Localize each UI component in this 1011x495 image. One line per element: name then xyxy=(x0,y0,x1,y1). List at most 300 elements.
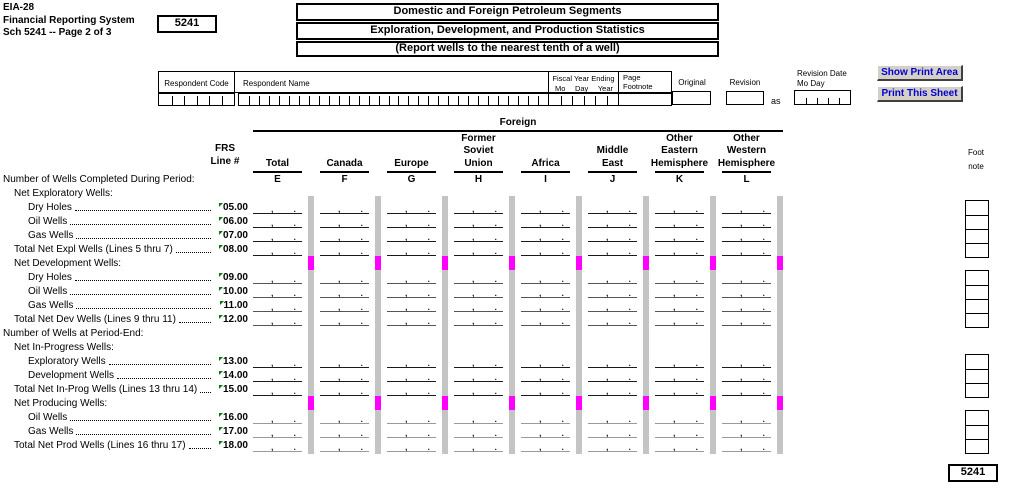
data-cell[interactable] xyxy=(253,270,302,284)
data-cell[interactable] xyxy=(454,368,503,382)
data-cell[interactable] xyxy=(588,438,637,452)
column-separator-bar xyxy=(509,196,515,454)
row-label-item xyxy=(1,298,250,312)
comma-mark: , xyxy=(472,317,475,326)
data-cell[interactable] xyxy=(521,410,570,424)
footnote-header-line2: note xyxy=(968,162,984,171)
decimal-mark: . xyxy=(628,359,631,368)
data-cell[interactable] xyxy=(253,424,302,438)
char-cell-tick xyxy=(806,98,807,104)
comma-mark: , xyxy=(271,443,274,452)
row-label-item xyxy=(1,284,250,298)
revision-checkbox[interactable] xyxy=(726,91,764,105)
frs-line-number-text: 18.00 xyxy=(222,440,248,451)
comma-mark: , xyxy=(405,373,408,382)
data-cell[interactable] xyxy=(454,270,503,284)
decimal-mark: . xyxy=(695,429,698,438)
data-cell[interactable] xyxy=(454,242,503,256)
data-cell[interactable] xyxy=(722,270,771,284)
data-cell[interactable] xyxy=(655,382,704,396)
data-cell[interactable] xyxy=(454,214,503,228)
decimal-mark: . xyxy=(762,205,765,214)
row-label-item xyxy=(1,368,250,382)
data-cell[interactable] xyxy=(387,382,436,396)
data-cell[interactable] xyxy=(387,228,436,242)
comma-mark: , xyxy=(740,233,743,242)
data-cell[interactable] xyxy=(454,284,503,298)
data-cell[interactable] xyxy=(588,424,637,438)
comma-mark: , xyxy=(740,205,743,214)
data-cell[interactable] xyxy=(521,242,570,256)
comma-mark: , xyxy=(539,373,542,382)
data-cell[interactable] xyxy=(722,214,771,228)
data-cell[interactable] xyxy=(655,284,704,298)
data-cell[interactable] xyxy=(387,368,436,382)
footnote-cell[interactable] xyxy=(966,201,988,215)
comma-mark: , xyxy=(673,205,676,214)
data-cell[interactable] xyxy=(588,312,637,326)
comma-mark: , xyxy=(338,387,341,396)
decimal-mark: . xyxy=(494,303,497,312)
footnote-cell[interactable] xyxy=(966,425,988,439)
data-cell[interactable] xyxy=(722,424,771,438)
decimal-mark: . xyxy=(561,387,564,396)
decimal-mark: . xyxy=(561,303,564,312)
data-cell[interactable] xyxy=(387,270,436,284)
column-separator-bar xyxy=(710,196,716,454)
page-footnote-input[interactable] xyxy=(618,93,672,106)
data-cell[interactable] xyxy=(320,368,369,382)
row-label-text: Net In-Progress Wells: xyxy=(14,342,114,353)
column-header xyxy=(445,118,512,170)
comma-mark: , xyxy=(740,387,743,396)
data-cell[interactable] xyxy=(722,354,771,368)
revision-date-input[interactable] xyxy=(794,90,851,105)
dotted-leader xyxy=(76,238,211,239)
data-cell[interactable] xyxy=(387,200,436,214)
char-cell-tick xyxy=(172,96,173,105)
char-cell-tick xyxy=(584,96,585,105)
char-cell-tick xyxy=(319,96,320,105)
original-checkbox[interactable] xyxy=(672,91,711,105)
data-cell[interactable] xyxy=(588,354,637,368)
comma-mark: , xyxy=(472,219,475,228)
comma-mark: , xyxy=(405,429,408,438)
data-cell[interactable] xyxy=(253,438,302,452)
data-cell[interactable] xyxy=(253,298,302,312)
char-cell-tick xyxy=(408,96,409,105)
data-cell[interactable] xyxy=(588,242,637,256)
data-cell[interactable] xyxy=(521,368,570,382)
row-label-section xyxy=(1,326,250,340)
comma-mark: , xyxy=(673,415,676,424)
data-cell[interactable] xyxy=(655,312,704,326)
frs-line-number xyxy=(214,440,248,452)
data-cell[interactable] xyxy=(454,410,503,424)
respondent-code-input[interactable] xyxy=(158,93,235,106)
comma-mark: , xyxy=(740,317,743,326)
footnote-cell[interactable] xyxy=(966,229,988,243)
frs-line-number-text: 16.00 xyxy=(222,412,248,423)
comma-mark: , xyxy=(472,247,475,256)
show-print-area-button[interactable]: Show Print Area xyxy=(877,65,963,81)
comma-mark: , xyxy=(271,303,274,312)
data-cell[interactable] xyxy=(722,284,771,298)
data-cell[interactable] xyxy=(655,242,704,256)
comma-mark: , xyxy=(405,317,408,326)
data-cell[interactable] xyxy=(722,438,771,452)
decimal-mark: . xyxy=(293,233,296,242)
data-cell[interactable] xyxy=(320,228,369,242)
page-footnote-label-line1: Page xyxy=(623,73,641,82)
data-cell[interactable] xyxy=(521,298,570,312)
data-cell[interactable] xyxy=(521,214,570,228)
data-cell[interactable] xyxy=(454,424,503,438)
data-cell[interactable] xyxy=(387,354,436,368)
data-cell[interactable] xyxy=(253,312,302,326)
data-cell[interactable] xyxy=(588,214,637,228)
data-cell[interactable] xyxy=(320,410,369,424)
column-separator-bar xyxy=(576,196,582,454)
footnote-box xyxy=(965,270,989,328)
comma-mark: , xyxy=(405,387,408,396)
data-cell[interactable] xyxy=(588,284,637,298)
data-cell[interactable] xyxy=(454,312,503,326)
comma-mark: , xyxy=(338,317,341,326)
print-this-sheet-button[interactable]: Print This Sheet xyxy=(877,86,963,102)
footnote-cell[interactable] xyxy=(966,313,988,327)
row-label-sub xyxy=(1,186,250,200)
comma-mark: , xyxy=(405,303,408,312)
data-cell[interactable] xyxy=(387,298,436,312)
data-cell[interactable] xyxy=(655,298,704,312)
data-cell[interactable] xyxy=(588,270,637,284)
data-cell[interactable] xyxy=(253,200,302,214)
data-cell[interactable] xyxy=(655,228,704,242)
column-separator-bar xyxy=(643,196,649,454)
data-cell[interactable] xyxy=(588,382,637,396)
data-cell[interactable] xyxy=(320,242,369,256)
data-cell[interactable] xyxy=(655,368,704,382)
data-cell[interactable] xyxy=(521,284,570,298)
decimal-mark: . xyxy=(561,415,564,424)
column-header xyxy=(244,118,311,170)
char-cell-tick xyxy=(468,96,469,105)
data-cell[interactable] xyxy=(655,200,704,214)
char-cell-tick xyxy=(508,96,509,105)
data-cell[interactable] xyxy=(320,312,369,326)
column-separator-bar xyxy=(777,196,783,454)
data-cell[interactable] xyxy=(521,424,570,438)
revision-date-label xyxy=(797,69,847,88)
data-cell[interactable] xyxy=(387,410,436,424)
data-cell[interactable] xyxy=(320,438,369,452)
data-cell[interactable] xyxy=(655,438,704,452)
comma-mark: , xyxy=(472,205,475,214)
data-cell[interactable] xyxy=(454,354,503,368)
comma-mark: , xyxy=(740,247,743,256)
comma-mark: , xyxy=(539,415,542,424)
char-cell-tick xyxy=(369,96,370,105)
data-cell[interactable] xyxy=(722,200,771,214)
footnote-cell[interactable] xyxy=(966,411,988,425)
column-header-line: Union xyxy=(464,157,493,169)
data-cell[interactable] xyxy=(387,424,436,438)
footnote-cell[interactable] xyxy=(966,369,988,383)
data-cell[interactable] xyxy=(722,312,771,326)
respondent-name-label: Respondent Name xyxy=(234,71,549,93)
comma-mark: , xyxy=(539,247,542,256)
data-cell[interactable] xyxy=(320,424,369,438)
frs-line-number xyxy=(214,356,248,368)
footnote-cell[interactable] xyxy=(966,285,988,299)
frs-line-number-text: 10.00 xyxy=(222,286,248,297)
data-cell[interactable] xyxy=(588,410,637,424)
footnote-cell[interactable] xyxy=(966,271,988,285)
frs-line-number xyxy=(214,272,248,284)
comma-mark: , xyxy=(673,317,676,326)
data-cell[interactable] xyxy=(521,354,570,368)
data-cell[interactable] xyxy=(454,298,503,312)
data-cell[interactable] xyxy=(521,228,570,242)
respondent-name-input[interactable] xyxy=(238,93,549,106)
column-letter: L xyxy=(743,174,750,185)
comma-mark: , xyxy=(472,387,475,396)
decimal-mark: . xyxy=(360,387,363,396)
frs-line-number xyxy=(214,412,248,424)
data-cell[interactable] xyxy=(588,228,637,242)
data-cell[interactable] xyxy=(722,368,771,382)
row-label-item xyxy=(1,424,250,438)
row-label-item xyxy=(1,228,250,242)
data-cell[interactable] xyxy=(722,298,771,312)
comma-mark: , xyxy=(673,429,676,438)
frs-line-header xyxy=(202,142,248,168)
data-cell[interactable] xyxy=(320,270,369,284)
comma-mark: , xyxy=(539,387,542,396)
data-cell[interactable] xyxy=(387,312,436,326)
revision-date-label-line1: Revision Date xyxy=(797,69,847,78)
column-header-line: Europe xyxy=(394,157,429,169)
data-cell[interactable] xyxy=(454,200,503,214)
data-cell[interactable] xyxy=(387,242,436,256)
column-header-line: Africa xyxy=(531,157,560,169)
data-cell[interactable] xyxy=(722,382,771,396)
data-cell[interactable] xyxy=(253,228,302,242)
data-cell[interactable] xyxy=(655,354,704,368)
decimal-mark: . xyxy=(628,303,631,312)
char-cell-tick xyxy=(418,96,419,105)
highlight-segment xyxy=(308,396,314,410)
comma-mark: , xyxy=(673,247,676,256)
row-label-text: Exploratory Wells xyxy=(28,356,106,367)
data-cell[interactable] xyxy=(320,214,369,228)
dotted-leader xyxy=(70,294,211,295)
decimal-mark: . xyxy=(628,205,631,214)
frs-line-header-line1: FRS xyxy=(215,143,235,154)
dotted-leader xyxy=(189,448,211,449)
char-cell-tick xyxy=(309,96,310,105)
data-cell[interactable] xyxy=(387,438,436,452)
dotted-leader xyxy=(75,210,211,211)
data-cell[interactable] xyxy=(320,284,369,298)
highlight-segment xyxy=(509,396,515,410)
respondent-code-label: Respondent Code xyxy=(158,71,235,93)
original-label: Original xyxy=(678,78,706,87)
comma-mark: , xyxy=(472,373,475,382)
highlight-segment xyxy=(375,396,381,410)
frs-line-number-text: 15.00 xyxy=(222,384,248,395)
data-cell[interactable] xyxy=(253,410,302,424)
data-cell[interactable] xyxy=(320,382,369,396)
data-cell[interactable] xyxy=(253,382,302,396)
data-cell[interactable] xyxy=(253,368,302,382)
frs-line-number-text: 07.00 xyxy=(222,230,248,241)
column-header xyxy=(378,118,445,170)
decimal-mark: . xyxy=(762,303,765,312)
comma-mark: , xyxy=(338,247,341,256)
decimal-mark: . xyxy=(293,303,296,312)
decimal-mark: . xyxy=(628,289,631,298)
comma-mark: , xyxy=(271,219,274,228)
frs-line-number-text: 09.00 xyxy=(222,272,248,283)
column-separator-bar xyxy=(442,196,448,454)
decimal-mark: . xyxy=(762,233,765,242)
data-cell[interactable] xyxy=(320,354,369,368)
fiscal-year-ending-input[interactable] xyxy=(548,93,619,106)
column-underline xyxy=(521,171,570,173)
fiscal-year-ending-label xyxy=(548,71,619,93)
comma-mark: , xyxy=(606,387,609,396)
data-cell[interactable] xyxy=(655,410,704,424)
data-cell[interactable] xyxy=(454,438,503,452)
comma-mark: , xyxy=(740,289,743,298)
data-cell[interactable] xyxy=(655,214,704,228)
comma-mark: , xyxy=(405,359,408,368)
comma-mark: , xyxy=(271,205,274,214)
comma-mark: , xyxy=(606,443,609,452)
decimal-mark: . xyxy=(360,303,363,312)
data-cell[interactable] xyxy=(722,242,771,256)
char-cell-tick xyxy=(498,96,499,105)
footnote-cell[interactable] xyxy=(966,299,988,313)
decimal-mark: . xyxy=(628,387,631,396)
column-letter: H xyxy=(474,174,483,185)
data-cell[interactable] xyxy=(253,354,302,368)
revision-label: Revision xyxy=(729,78,761,87)
comma-mark: , xyxy=(740,429,743,438)
char-cell-tick xyxy=(488,96,489,105)
data-cell[interactable] xyxy=(253,284,302,298)
column-header-line: Total xyxy=(265,157,290,169)
data-cell[interactable] xyxy=(320,200,369,214)
decimal-mark: . xyxy=(561,233,564,242)
footnote-cell[interactable] xyxy=(966,243,988,257)
decimal-mark: . xyxy=(427,233,430,242)
data-cell[interactable] xyxy=(387,284,436,298)
row-label-text: Net Exploratory Wells: xyxy=(14,188,113,199)
data-cell[interactable] xyxy=(722,228,771,242)
data-cell[interactable] xyxy=(454,228,503,242)
comma-mark: , xyxy=(606,275,609,284)
char-cell-tick xyxy=(279,96,280,105)
decimal-mark: . xyxy=(561,289,564,298)
comma-mark: , xyxy=(539,303,542,312)
char-cell-tick xyxy=(817,98,818,104)
data-cell[interactable] xyxy=(521,438,570,452)
comma-mark: , xyxy=(539,317,542,326)
data-cell[interactable] xyxy=(387,214,436,228)
decimal-mark: . xyxy=(427,289,430,298)
row-label-item xyxy=(1,214,250,228)
footnote-cell[interactable] xyxy=(966,439,988,453)
char-cell-tick xyxy=(269,96,270,105)
page-footnote-label-line2: Footnote xyxy=(623,81,653,91)
footnote-cell[interactable] xyxy=(966,215,988,229)
data-cell[interactable] xyxy=(655,270,704,284)
data-cell[interactable] xyxy=(722,410,771,424)
char-cell-tick xyxy=(398,96,399,105)
decimal-mark: . xyxy=(360,317,363,326)
data-cell[interactable] xyxy=(521,312,570,326)
data-cell[interactable] xyxy=(588,200,637,214)
data-cell[interactable] xyxy=(588,368,637,382)
decimal-mark: . xyxy=(695,317,698,326)
decimal-mark: . xyxy=(561,429,564,438)
column-underline xyxy=(722,171,771,173)
data-cell[interactable] xyxy=(588,298,637,312)
column-letter: E xyxy=(274,174,281,185)
comma-mark: , xyxy=(338,233,341,242)
comma-mark: , xyxy=(405,443,408,452)
data-cell[interactable] xyxy=(454,382,503,396)
row-label-text: Dry Holes xyxy=(28,272,72,283)
highlight-segment xyxy=(710,396,716,410)
page-footnote-label xyxy=(618,71,672,93)
data-cell[interactable] xyxy=(521,382,570,396)
decimal-mark: . xyxy=(494,387,497,396)
comma-mark: , xyxy=(338,275,341,284)
footnote-box xyxy=(965,200,989,258)
row-label-text: Oil Wells xyxy=(28,216,68,227)
comma-mark: , xyxy=(539,359,542,368)
comma-mark: , xyxy=(271,373,274,382)
data-cell[interactable] xyxy=(521,270,570,284)
row-label-text: Gas Wells xyxy=(28,300,74,311)
comma-mark: , xyxy=(740,359,743,368)
char-cell-tick xyxy=(339,96,340,105)
footnote-cell[interactable] xyxy=(966,383,988,397)
data-cell[interactable] xyxy=(253,214,302,228)
dotted-leader xyxy=(70,224,211,225)
frs-line-number xyxy=(214,314,248,326)
decimal-mark: . xyxy=(427,219,430,228)
comma-mark: , xyxy=(606,415,609,424)
column-header-line: Soviet xyxy=(463,145,494,156)
footnote-cell[interactable] xyxy=(966,355,988,369)
data-cell[interactable] xyxy=(320,298,369,312)
data-cell[interactable] xyxy=(521,200,570,214)
row-label-section xyxy=(1,172,250,186)
frs-line-number-text: 05.00 xyxy=(222,202,248,213)
revision-date-label-line2: Mo Day xyxy=(797,78,825,88)
frs-line-number-text: 13.00 xyxy=(222,356,248,367)
comma-mark: , xyxy=(673,373,676,382)
data-cell[interactable] xyxy=(253,242,302,256)
decimal-mark: . xyxy=(293,373,296,382)
highlight-segment xyxy=(576,396,582,410)
data-cell[interactable] xyxy=(655,424,704,438)
